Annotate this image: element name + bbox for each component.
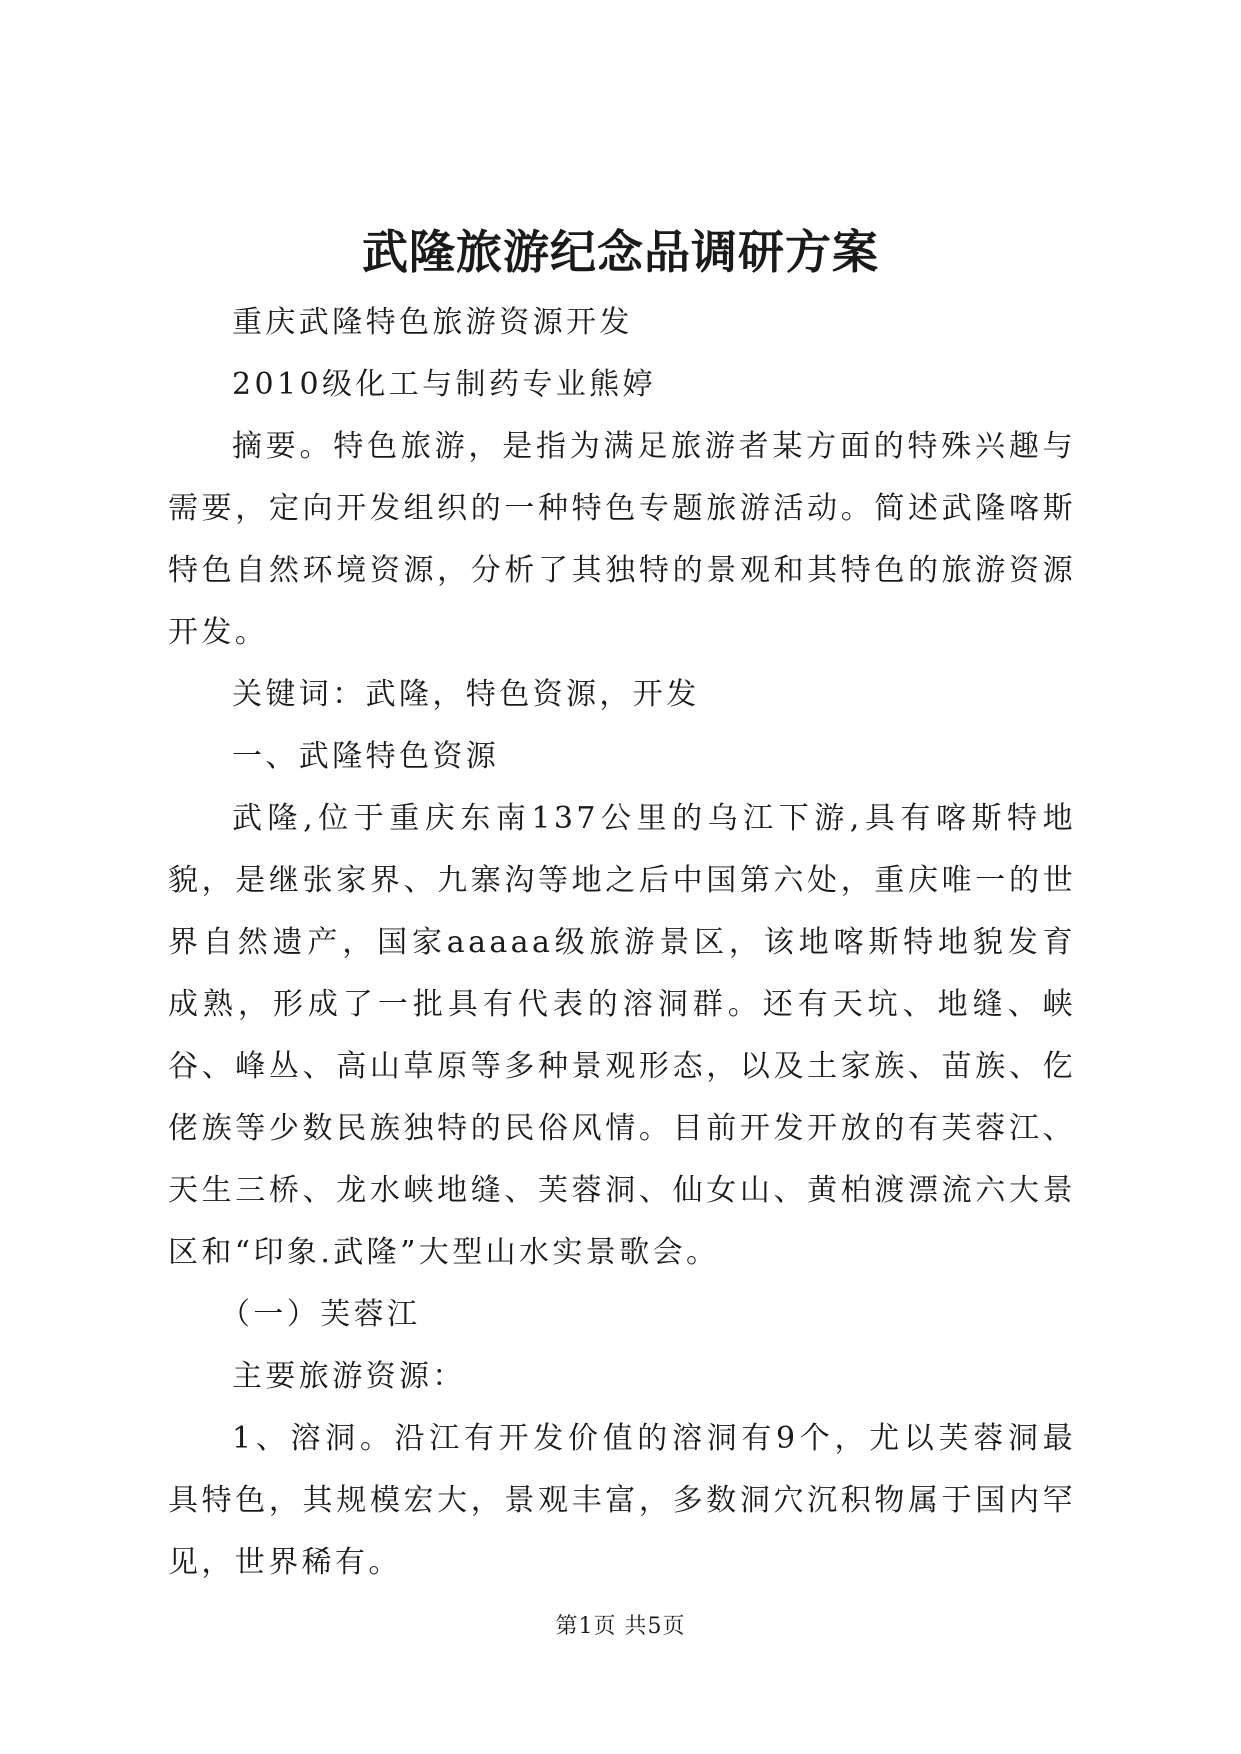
page-number: 第1页 共5页 <box>555 1614 686 1639</box>
resource-heading: 主要旅游资源： <box>232 1359 466 1394</box>
subtitle-line: 重庆武隆特色旅游资源开发 <box>232 305 633 340</box>
abstract-paragraph: 摘要。特色旅游，是指为满足旅游者某方面的特殊兴趣与需要，定向开发组织的一种特色专题旅游活动。简述武隆喀斯特色自然环境资源，分析了其独特的景观和其特色的旅游资源开发。 <box>168 429 1076 650</box>
document-body <box>168 292 1076 1594</box>
section-heading: 一、武隆特色资源 <box>232 739 500 774</box>
body-paragraph: 武隆,位于重庆东南137公里的乌江下游,具有喀斯特地貌，是继张家界、九寨沟等地之后中国第六处，重庆唯一的世界自然遗产，国家aaaaa级旅游景区，该地喀斯特地貌发育成熟，形成了一批具有代表的溶洞群。还有天坑、地缝、峡谷、峰丛、高山草原等多种景观形态，以及土家族、苗族、仡佬族等少数民族独特的民俗风情。目前开发开放的有芙蓉江、天生三桥、龙水峡地缝、芙蓉洞、仙女山、黄柏渡漂流六大景区和“印象.武隆”大型山水实景歌会。 <box>168 801 1076 1270</box>
body-paragraph: 1、溶洞。沿江有开发价值的溶洞有9个，尤以芙蓉洞最具特色，其规模宏大，景观丰富，多数洞穴沉积物属于国内罕见，世界稀有。 <box>168 1421 1076 1580</box>
author-line: 2010级化工与制药专业熊婷 <box>232 367 656 402</box>
keywords-line: 关键词：武隆，特色资源，开发 <box>232 677 700 712</box>
document-title: 武隆旅游纪念品调研方案 <box>362 225 879 279</box>
subsection-heading: （一）芙蓉江 <box>220 1297 421 1332</box>
